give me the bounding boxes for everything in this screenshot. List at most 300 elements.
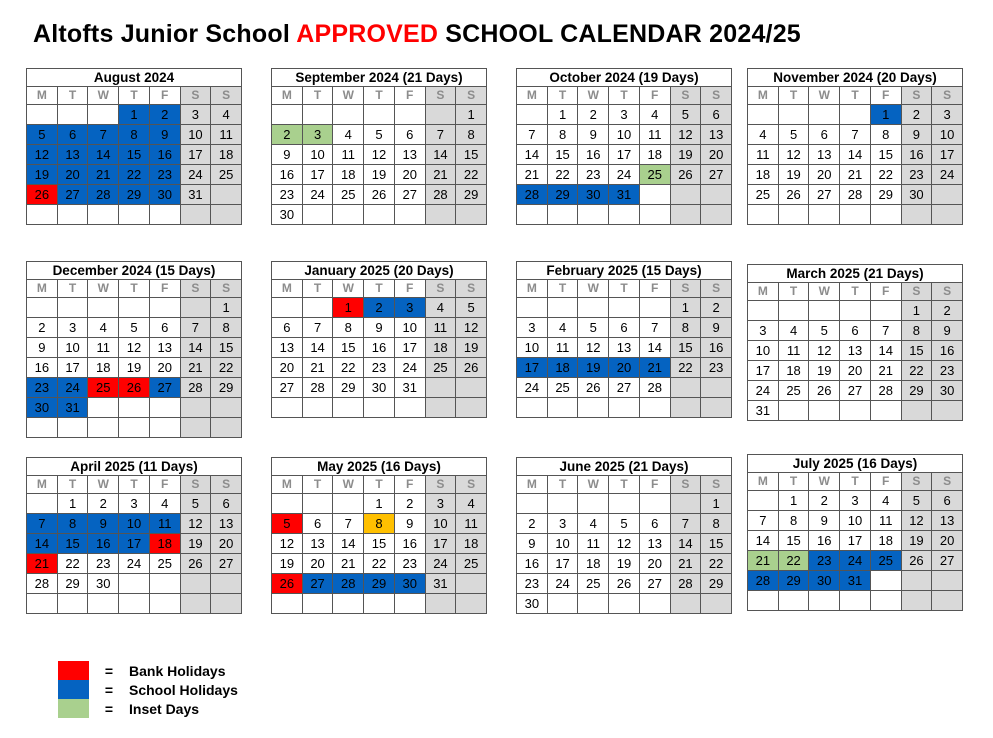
weekday-header: S — [671, 476, 702, 494]
empty-cell — [671, 205, 702, 225]
day-cell: 21 — [871, 361, 902, 381]
weekday-header: W — [809, 87, 840, 105]
week-row — [272, 105, 487, 125]
weekday-header-row — [27, 87, 242, 105]
day-cell: 24 — [548, 574, 579, 594]
day-cell: 1 — [333, 298, 364, 318]
day-cell: 26 — [902, 551, 933, 571]
day-cell: 20 — [150, 358, 181, 378]
day-cell: 23 — [578, 165, 609, 185]
empty-cell — [609, 205, 640, 225]
day-cell: 15 — [211, 338, 242, 358]
day-cell: 26 — [779, 185, 810, 205]
week-row — [748, 401, 963, 421]
day-cell: 2 — [272, 125, 303, 145]
day-cell: 13 — [211, 514, 242, 534]
weekday-header: T — [303, 280, 334, 298]
day-cell: 16 — [701, 338, 732, 358]
day-cell: 18 — [748, 165, 779, 185]
week-row — [748, 125, 963, 145]
day-cell: 2 — [150, 105, 181, 125]
day-cell: 3 — [548, 514, 579, 534]
day-cell: 4 — [333, 125, 364, 145]
empty-cell — [211, 418, 242, 438]
empty-cell — [809, 105, 840, 125]
day-cell: 11 — [333, 145, 364, 165]
week-row — [272, 358, 487, 378]
day-cell: 3 — [303, 125, 334, 145]
day-cell: 4 — [748, 125, 779, 145]
day-cell: 18 — [333, 165, 364, 185]
day-cell: 1 — [456, 105, 487, 125]
day-cell: 20 — [303, 554, 334, 574]
empty-cell — [809, 205, 840, 225]
day-cell: 12 — [809, 341, 840, 361]
empty-cell — [548, 494, 579, 514]
empty-cell — [395, 594, 426, 614]
empty-cell — [456, 378, 487, 398]
day-cell: 28 — [27, 574, 58, 594]
day-cell: 4 — [640, 105, 671, 125]
empty-cell — [426, 594, 457, 614]
week-row — [27, 534, 242, 554]
day-cell: 2 — [701, 298, 732, 318]
week-row — [272, 534, 487, 554]
empty-cell — [119, 298, 150, 318]
month-calendar — [271, 261, 487, 418]
week-row — [748, 105, 963, 125]
day-cell: 31 — [840, 571, 871, 591]
day-cell: 19 — [27, 165, 58, 185]
empty-cell — [701, 378, 732, 398]
week-row — [272, 494, 487, 514]
empty-cell — [517, 494, 548, 514]
day-cell: 28 — [88, 185, 119, 205]
week-row — [27, 125, 242, 145]
weekday-header-row — [272, 87, 487, 105]
day-cell: 14 — [671, 534, 702, 554]
week-row — [748, 341, 963, 361]
week-row — [27, 105, 242, 125]
day-cell: 30 — [395, 574, 426, 594]
day-cell: 9 — [364, 318, 395, 338]
empty-cell — [181, 298, 212, 318]
week-row — [517, 398, 732, 418]
legend-swatch-school — [58, 680, 89, 699]
empty-cell — [748, 205, 779, 225]
month-title: December 2024 (15 Days) — [27, 262, 242, 280]
week-row — [272, 298, 487, 318]
weekday-header: W — [578, 280, 609, 298]
day-cell: 5 — [779, 125, 810, 145]
day-cell: 14 — [88, 145, 119, 165]
empty-cell — [671, 378, 702, 398]
empty-cell — [88, 398, 119, 418]
week-row — [517, 185, 732, 205]
day-cell: 26 — [609, 574, 640, 594]
empty-cell — [809, 591, 840, 611]
day-cell: 2 — [902, 105, 933, 125]
week-row — [517, 298, 732, 318]
weekday-header: S — [426, 280, 457, 298]
legend-label-bank: Bank Holidays — [129, 662, 226, 679]
day-cell: 14 — [871, 341, 902, 361]
day-cell: 8 — [902, 321, 933, 341]
day-cell: 3 — [119, 494, 150, 514]
weekday-header: S — [181, 476, 212, 494]
empty-cell — [456, 574, 487, 594]
weekday-header: S — [426, 87, 457, 105]
day-cell: 7 — [871, 321, 902, 341]
empty-cell — [640, 594, 671, 614]
day-cell: 29 — [333, 378, 364, 398]
week-row — [517, 145, 732, 165]
week-row — [517, 574, 732, 594]
week-row — [748, 165, 963, 185]
weekday-header: T — [779, 87, 810, 105]
weekday-header: S — [671, 87, 702, 105]
month-title: July 2025 (16 Days) — [748, 455, 963, 473]
day-cell: 1 — [902, 301, 933, 321]
empty-cell — [840, 105, 871, 125]
day-cell: 16 — [578, 145, 609, 165]
day-cell: 15 — [548, 145, 579, 165]
day-cell: 27 — [150, 378, 181, 398]
day-cell: 16 — [395, 534, 426, 554]
day-cell: 5 — [456, 298, 487, 318]
weekday-header: M — [272, 476, 303, 494]
day-cell: 31 — [426, 574, 457, 594]
weekday-header: F — [640, 87, 671, 105]
empty-cell — [364, 105, 395, 125]
week-row — [27, 338, 242, 358]
day-cell: 23 — [150, 165, 181, 185]
day-cell: 29 — [871, 185, 902, 205]
week-row — [27, 318, 242, 338]
day-cell: 27 — [840, 381, 871, 401]
day-cell: 23 — [27, 378, 58, 398]
empty-cell — [871, 571, 902, 591]
weekday-header: S — [932, 283, 963, 301]
empty-cell — [27, 298, 58, 318]
day-cell: 10 — [840, 511, 871, 531]
weekday-header: W — [578, 87, 609, 105]
empty-cell — [548, 298, 579, 318]
day-cell: 2 — [809, 491, 840, 511]
day-cell: 22 — [119, 165, 150, 185]
week-row — [27, 494, 242, 514]
empty-cell — [840, 205, 871, 225]
week-row — [517, 494, 732, 514]
day-cell: 30 — [517, 594, 548, 614]
day-cell: 9 — [88, 514, 119, 534]
empty-cell — [426, 105, 457, 125]
day-cell: 3 — [58, 318, 89, 338]
weekday-header: T — [779, 283, 810, 301]
month-title: January 2025 (20 Days) — [272, 262, 487, 280]
week-row — [517, 358, 732, 378]
week-row — [748, 321, 963, 341]
weekday-header: S — [456, 87, 487, 105]
weekday-header-row — [517, 87, 732, 105]
empty-cell — [211, 574, 242, 594]
day-cell: 23 — [88, 554, 119, 574]
day-cell: 11 — [426, 318, 457, 338]
empty-cell — [211, 185, 242, 205]
empty-cell — [748, 301, 779, 321]
day-cell: 25 — [211, 165, 242, 185]
week-row — [272, 554, 487, 574]
day-cell: 26 — [181, 554, 212, 574]
weekday-header: W — [88, 280, 119, 298]
month-calendar — [747, 454, 963, 611]
day-cell: 4 — [150, 494, 181, 514]
day-cell: 15 — [701, 534, 732, 554]
empty-cell — [88, 105, 119, 125]
empty-cell — [640, 398, 671, 418]
day-cell: 21 — [671, 554, 702, 574]
month-title: March 2025 (21 Days) — [748, 265, 963, 283]
month-title: November 2024 (20 Days) — [748, 69, 963, 87]
empty-cell — [671, 398, 702, 418]
day-cell: 18 — [88, 358, 119, 378]
legend-swatch-bank — [58, 661, 89, 680]
day-cell: 4 — [578, 514, 609, 534]
day-cell: 18 — [779, 361, 810, 381]
day-cell: 28 — [671, 574, 702, 594]
day-cell: 22 — [364, 554, 395, 574]
week-row — [27, 594, 242, 614]
weekday-header: S — [701, 280, 732, 298]
day-cell: 1 — [701, 494, 732, 514]
day-cell: 4 — [426, 298, 457, 318]
empty-cell — [548, 594, 579, 614]
day-cell: 27 — [211, 554, 242, 574]
day-cell: 20 — [395, 165, 426, 185]
empty-cell — [303, 494, 334, 514]
weekday-header: M — [272, 280, 303, 298]
week-row — [272, 205, 487, 225]
empty-cell — [640, 494, 671, 514]
week-row — [517, 125, 732, 145]
week-row — [272, 165, 487, 185]
day-cell: 5 — [609, 514, 640, 534]
day-cell: 19 — [902, 531, 933, 551]
empty-cell — [88, 418, 119, 438]
empty-cell — [932, 401, 963, 421]
weekday-header-row — [272, 280, 487, 298]
weekday-header-row — [27, 280, 242, 298]
empty-cell — [119, 594, 150, 614]
month-calendar — [747, 68, 963, 225]
empty-cell — [88, 205, 119, 225]
day-cell: 19 — [809, 361, 840, 381]
week-row — [517, 318, 732, 338]
day-cell: 16 — [272, 165, 303, 185]
day-cell: 26 — [364, 185, 395, 205]
empty-cell — [809, 301, 840, 321]
day-cell: 8 — [119, 125, 150, 145]
day-cell: 24 — [119, 554, 150, 574]
day-cell: 28 — [871, 381, 902, 401]
empty-cell — [932, 185, 963, 205]
empty-cell — [58, 418, 89, 438]
empty-cell — [88, 594, 119, 614]
title-rest: SCHOOL CALENDAR 2024/25 — [445, 20, 801, 48]
empty-cell — [671, 494, 702, 514]
day-cell: 13 — [932, 511, 963, 531]
empty-cell — [902, 591, 933, 611]
day-cell: 15 — [902, 341, 933, 361]
legend-swatch-inset — [58, 699, 89, 718]
empty-cell — [150, 594, 181, 614]
day-cell: 27 — [303, 574, 334, 594]
day-cell: 28 — [640, 378, 671, 398]
week-row — [272, 594, 487, 614]
empty-cell — [779, 205, 810, 225]
day-cell: 27 — [272, 378, 303, 398]
day-cell: 16 — [902, 145, 933, 165]
day-cell: 21 — [748, 551, 779, 571]
weekday-header: T — [548, 280, 579, 298]
day-cell: 7 — [181, 318, 212, 338]
day-cell: 17 — [932, 145, 963, 165]
day-cell: 9 — [517, 534, 548, 554]
weekday-header: S — [671, 280, 702, 298]
week-row — [748, 511, 963, 531]
day-cell: 29 — [456, 185, 487, 205]
weekday-header: T — [119, 280, 150, 298]
day-cell: 15 — [333, 338, 364, 358]
empty-cell — [701, 205, 732, 225]
weekday-header: S — [211, 87, 242, 105]
day-cell: 30 — [578, 185, 609, 205]
empty-cell — [748, 105, 779, 125]
day-cell: 21 — [181, 358, 212, 378]
empty-cell — [932, 571, 963, 591]
month-calendar — [747, 264, 963, 421]
empty-cell — [364, 594, 395, 614]
day-cell: 8 — [871, 125, 902, 145]
day-cell: 24 — [426, 554, 457, 574]
day-cell: 30 — [932, 381, 963, 401]
day-cell: 5 — [272, 514, 303, 534]
day-cell: 3 — [840, 491, 871, 511]
week-row — [517, 205, 732, 225]
day-cell: 17 — [548, 554, 579, 574]
week-row — [27, 554, 242, 574]
empty-cell — [303, 298, 334, 318]
day-cell: 22 — [671, 358, 702, 378]
empty-cell — [395, 205, 426, 225]
empty-cell — [456, 205, 487, 225]
week-row — [517, 105, 732, 125]
day-cell: 8 — [364, 514, 395, 534]
week-row — [27, 514, 242, 534]
empty-cell — [181, 398, 212, 418]
weekday-header: T — [609, 476, 640, 494]
empty-cell — [58, 298, 89, 318]
day-cell: 21 — [303, 358, 334, 378]
legend-equals: = — [104, 681, 114, 698]
weekday-header: T — [609, 87, 640, 105]
day-cell: 3 — [517, 318, 548, 338]
day-cell: 3 — [181, 105, 212, 125]
day-cell: 18 — [640, 145, 671, 165]
day-cell: 17 — [748, 361, 779, 381]
month-calendar — [271, 68, 487, 225]
empty-cell — [840, 591, 871, 611]
day-cell: 24 — [609, 165, 640, 185]
empty-cell — [27, 594, 58, 614]
empty-cell — [517, 298, 548, 318]
day-cell: 24 — [58, 378, 89, 398]
empty-cell — [272, 398, 303, 418]
day-cell: 16 — [809, 531, 840, 551]
weekday-header: W — [578, 476, 609, 494]
day-cell: 30 — [809, 571, 840, 591]
weekday-header: T — [119, 476, 150, 494]
empty-cell — [902, 571, 933, 591]
day-cell: 29 — [58, 574, 89, 594]
day-cell: 6 — [609, 318, 640, 338]
day-cell: 5 — [671, 105, 702, 125]
weekday-header: T — [840, 283, 871, 301]
empty-cell — [548, 205, 579, 225]
empty-cell — [840, 301, 871, 321]
empty-cell — [456, 398, 487, 418]
day-cell: 25 — [426, 358, 457, 378]
day-cell: 22 — [333, 358, 364, 378]
day-cell: 20 — [640, 554, 671, 574]
empty-cell — [640, 205, 671, 225]
empty-cell — [119, 574, 150, 594]
day-cell: 25 — [748, 185, 779, 205]
weekday-header: S — [456, 280, 487, 298]
day-cell: 2 — [932, 301, 963, 321]
day-cell: 17 — [517, 358, 548, 378]
day-cell: 3 — [609, 105, 640, 125]
week-row — [27, 378, 242, 398]
empty-cell — [150, 574, 181, 594]
day-cell: 1 — [548, 105, 579, 125]
day-cell: 30 — [88, 574, 119, 594]
day-cell: 21 — [426, 165, 457, 185]
day-cell: 15 — [58, 534, 89, 554]
empty-cell — [58, 105, 89, 125]
empty-cell — [578, 298, 609, 318]
day-cell: 13 — [150, 338, 181, 358]
weekday-header: M — [27, 476, 58, 494]
day-cell: 12 — [181, 514, 212, 534]
day-cell: 21 — [840, 165, 871, 185]
day-cell: 13 — [840, 341, 871, 361]
empty-cell — [88, 298, 119, 318]
weekday-header: F — [150, 280, 181, 298]
day-cell: 14 — [640, 338, 671, 358]
day-cell: 28 — [181, 378, 212, 398]
day-cell: 27 — [932, 551, 963, 571]
empty-cell — [150, 298, 181, 318]
day-cell: 27 — [58, 185, 89, 205]
day-cell: 22 — [456, 165, 487, 185]
day-cell: 7 — [88, 125, 119, 145]
day-cell: 6 — [809, 125, 840, 145]
day-cell: 12 — [27, 145, 58, 165]
month-title: May 2025 (16 Days) — [272, 458, 487, 476]
day-cell: 19 — [456, 338, 487, 358]
empty-cell — [578, 494, 609, 514]
